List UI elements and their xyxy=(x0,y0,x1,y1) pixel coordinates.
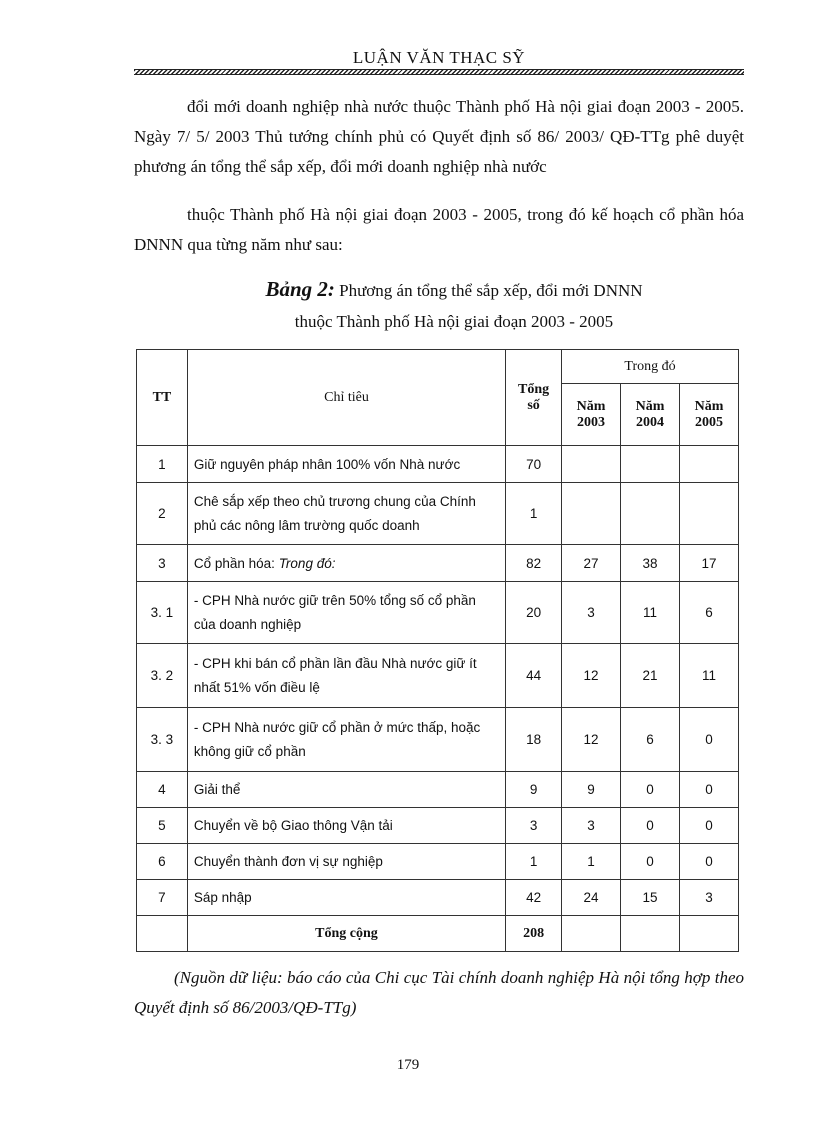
cell-name: Giải thể xyxy=(187,772,505,808)
table-caption-title: Phương án tổng thể sắp xếp, đổi mới DNNN xyxy=(339,281,643,300)
cell-2004 xyxy=(621,446,680,483)
table-row xyxy=(137,808,739,844)
table-header-row xyxy=(137,350,739,384)
cell-tt: 3 xyxy=(137,545,188,582)
cell-name: Giữ nguyên pháp nhân 100% vốn Nhà nước xyxy=(187,446,505,483)
cell-2004: 6 xyxy=(621,708,680,772)
cell-total: 82 xyxy=(506,545,562,582)
cell-tt: 3. 2 xyxy=(137,644,188,708)
paragraph-1: đổi mới doanh nghiệp nhà nước thuộc Thành phố Hà nội giai đoạn 2003 - 2005. Ngày 7/ 5/ 2003 Thủ tướng chính phủ có Quyết định số 86/ 2003/ QĐ-TTg phê duyệt phương án tổng thể sắp xếp, đổi mới doanh nghiệp nhà nước xyxy=(134,97,744,176)
source-note: (Nguồn dữ liệu: báo cáo của Chi cục Tài chính doanh nghiệp Hà nội tổng hợp theo Quyết định số 86/2003/QĐ-TTg) xyxy=(134,968,744,1017)
header-group: Trong đó xyxy=(562,350,739,384)
header-name: Chỉ tiêu xyxy=(187,350,505,446)
cell-2003: 24 xyxy=(562,880,621,916)
page-number: 179 xyxy=(396,1057,420,1073)
cell-2003: 3 xyxy=(562,808,621,844)
cell-2004: 0 xyxy=(621,772,680,808)
table-row xyxy=(137,844,739,880)
table-row xyxy=(137,545,739,582)
cell-name: - CPH Nhà nước giữ cổ phần ở mức thấp, hoặc không giữ cổ phần xyxy=(187,708,505,772)
cell-tt: 4 xyxy=(137,772,188,808)
cell-name: Sáp nhập xyxy=(187,880,505,916)
cell-name: Chuyển thành đơn vị sự nghiệp xyxy=(187,844,505,880)
header-2005: Năm 2005 xyxy=(679,384,738,446)
cell-2005: 17 xyxy=(679,545,738,582)
cell-2005: 11 xyxy=(679,644,738,708)
cell-name-main: Cổ phần hóa: xyxy=(193,555,275,571)
cell-name-suffix: Trong đó: xyxy=(278,555,336,571)
cell-2005: 3 xyxy=(679,880,738,916)
cell-tt: 5 xyxy=(137,808,188,844)
cell-2003: 27 xyxy=(562,545,621,582)
table-row xyxy=(137,772,739,808)
cell-name: Chuyển về bộ Giao thông Vận tải xyxy=(187,808,505,844)
table-row xyxy=(137,644,739,708)
table-total-row xyxy=(137,916,739,952)
cell-2005: 0 xyxy=(679,772,738,808)
cell-2005-empty xyxy=(679,916,738,952)
cell-2004: 0 xyxy=(621,844,680,880)
cell-tt: 7 xyxy=(137,880,188,916)
cell-2004: 38 xyxy=(621,545,680,582)
header-2004: Năm 2004 xyxy=(621,384,680,446)
cell-2004-empty xyxy=(621,916,680,952)
table-row xyxy=(137,483,739,545)
paragraph-2: thuộc Thành phố Hà nội giai đoạn 2003 - 2005, trong đó kế hoạch cổ phần hóa DNNN qua từng năm như sau: xyxy=(134,205,744,254)
cell-name: Chê sắp xếp theo chủ trương chung của Chính phủ các nông lâm trường quốc doanh xyxy=(187,483,505,545)
header-2003: Năm 2003 xyxy=(562,384,621,446)
table-caption-label: Bảng 2: xyxy=(265,277,335,301)
cell-tt: 2 xyxy=(137,483,188,545)
cell-2004: 0 xyxy=(621,808,680,844)
table-row xyxy=(137,446,739,483)
cell-total: 1 xyxy=(506,844,562,880)
cell-2003: 12 xyxy=(562,644,621,708)
cell-2003: 1 xyxy=(562,844,621,880)
cell-total: 18 xyxy=(506,708,562,772)
cell-tt: 6 xyxy=(137,844,188,880)
table-row xyxy=(137,880,739,916)
cell-total: 20 xyxy=(506,582,562,644)
cell-2003: 12 xyxy=(562,708,621,772)
total-value: 208 xyxy=(506,916,562,952)
cell-2004: 21 xyxy=(621,644,680,708)
total-label: Tổng cộng xyxy=(187,916,505,952)
cell-tt-empty xyxy=(137,916,188,952)
table-caption-line-1 xyxy=(134,277,774,302)
cell-name: - CPH khi bán cổ phần lần đầu Nhà nước giữ ít nhất 51% vốn điều lệ xyxy=(187,644,505,708)
cell-tt: 1 xyxy=(137,446,188,483)
data-table xyxy=(136,349,739,952)
cell-2005: 6 xyxy=(679,582,738,644)
cell-2003 xyxy=(562,483,621,545)
cell-2003: 9 xyxy=(562,772,621,808)
cell-2005: 0 xyxy=(679,844,738,880)
cell-2005 xyxy=(679,446,738,483)
cell-2005 xyxy=(679,483,738,545)
cell-2003-empty xyxy=(562,916,621,952)
header-total: Tổng số xyxy=(506,350,562,446)
cell-total: 70 xyxy=(506,446,562,483)
cell-2003 xyxy=(562,446,621,483)
cell-total: 1 xyxy=(506,483,562,545)
cell-2003: 3 xyxy=(562,582,621,644)
table-row xyxy=(137,582,739,644)
cell-2004 xyxy=(621,483,680,545)
page-header: LUẬN VĂN THẠC SỸ xyxy=(352,48,526,67)
cell-2005: 0 xyxy=(679,708,738,772)
cell-total: 3 xyxy=(506,808,562,844)
cell-tt: 3. 1 xyxy=(137,582,188,644)
cell-name: - CPH Nhà nước giữ trên 50% tổng số cổ phần của doanh nghiệp xyxy=(187,582,505,644)
header-divider xyxy=(134,69,744,75)
cell-2004: 11 xyxy=(621,582,680,644)
cell-tt: 3. 3 xyxy=(137,708,188,772)
table-caption-line-2: thuộc Thành phố Hà nội giai đoạn 2003 - 2005 xyxy=(294,312,614,331)
cell-name xyxy=(187,545,505,582)
cell-total: 44 xyxy=(506,644,562,708)
cell-2004: 15 xyxy=(621,880,680,916)
table-row xyxy=(137,708,739,772)
header-tt: TT xyxy=(137,350,188,446)
cell-2005: 0 xyxy=(679,808,738,844)
cell-total: 42 xyxy=(506,880,562,916)
cell-total: 9 xyxy=(506,772,562,808)
